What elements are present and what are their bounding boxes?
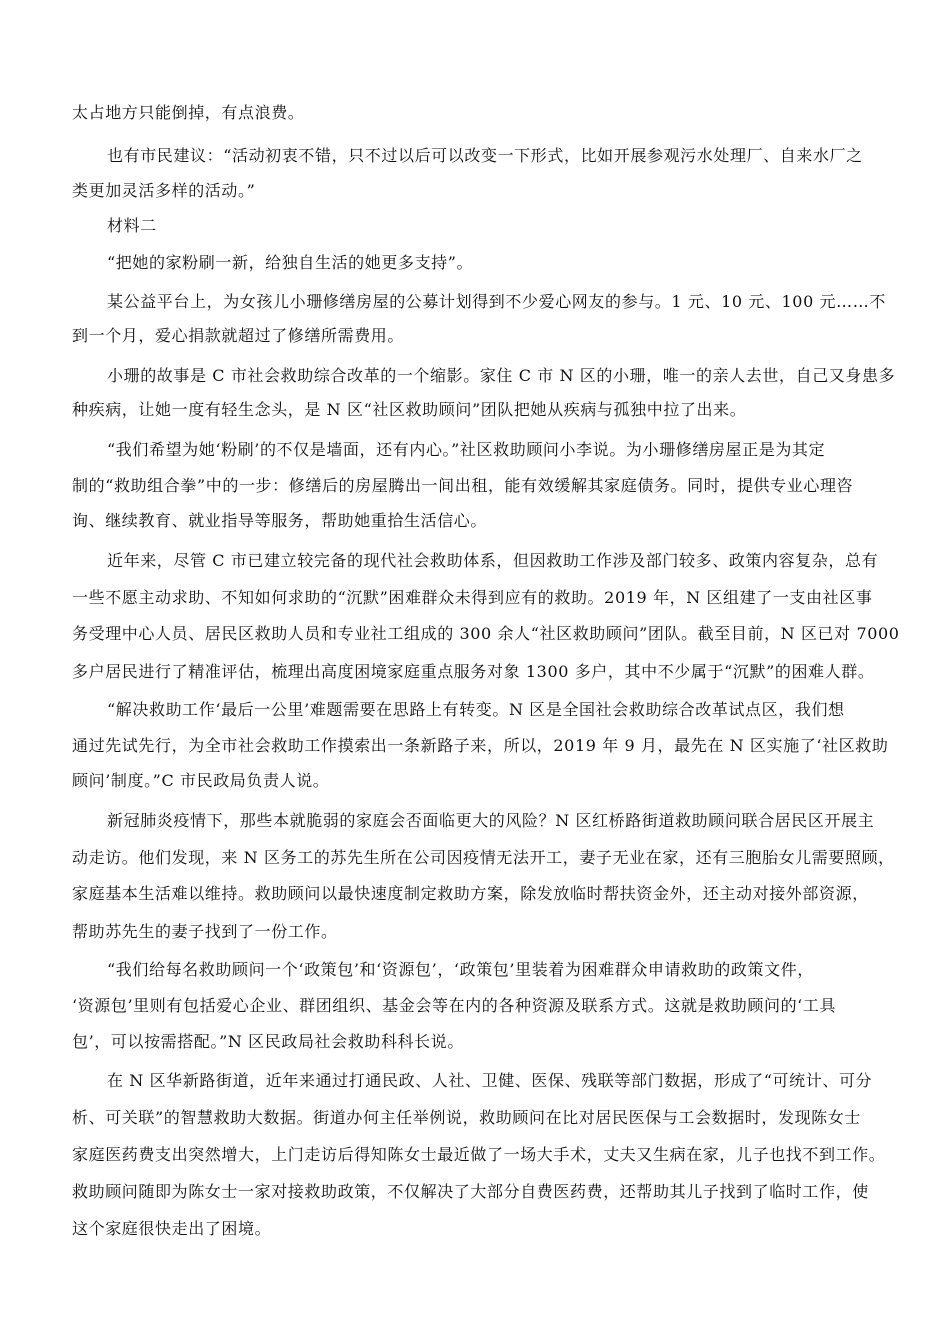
text-line: 帮助苏先生的妻子找到了一份工作。 — [72, 922, 338, 941]
section-heading: 材料二 — [107, 216, 157, 235]
paragraph-first-line: 近年来，尽管 C 市已建立较完备的现代社会救助体系，但因救助工作涉及部门较多、政策内容复杂，总有 — [107, 551, 879, 570]
text-line: 太占地方只能倒掉，有点浪费。 — [72, 103, 305, 122]
text-line: 包’，可以按需搭配。”N 区民政局社会救助科科长说。 — [72, 1032, 464, 1051]
paragraph-first-line: 小珊的故事是 C 市社会救助综合改革的一个缩影。家住 C 市 N 区的小珊，唯一的亲人去世，自己又身患多 — [107, 366, 896, 385]
text-line: 动走访。他们发现，来 N 区务工的苏先生所在公司因疫情无法开工，妻子无业在家，还有三胞胎女儿需要照顾， — [72, 848, 895, 867]
text-line: 这个家庭很快走出了困境。 — [72, 1219, 272, 1238]
paragraph-first-line: 也有市民建议：“活动初衷不错，只不过以后可以改变一下形式，比如开展参观污水处理厂、自来水厂之 — [107, 146, 863, 165]
text-line: 一些不愿主动求助、不知如何求助的“沉默”困难群众未得到应有的救助。2019 年，N 区组建了一支由社区事 — [72, 588, 873, 607]
text-line: 多户居民进行了精准评估，梳理出高度困境家庭重点服务对象 1300 多户，其中不少属于“沉默”的困难人群。 — [72, 662, 875, 681]
text-line: 家庭基本生活难以维持。救助顾问以最快速度制定救助方案，除发放临时帮扶资金外，还主动对接外部资源， — [72, 884, 869, 903]
text-line: 务受理中心人员、居民区救助人员和专业社工组成的 300 余人“社区救助顾问”团队。截至目前，N 区已对 7000 — [72, 624, 900, 643]
paragraph-first-line: 新冠肺炎疫情下，那些本就脆弱的家庭会否面临更大的风险？N 区红桥路街道救助顾问联合居民区开展主 — [107, 811, 875, 830]
paragraph-first-line: “我们希望为她‘粉刷’的不仅是墙面，还有内心。”社区救助顾问小李说。为小珊修缮房屋正是为其定 — [107, 440, 826, 459]
text-line: 顾问’制度。”C 市民政局负责人说。 — [72, 771, 330, 790]
text-line: 到一个月，爱心捐款就超过了修缮所需费用。 — [72, 326, 405, 345]
paragraph-first-line: “解决救助工作‘最后一公里’难题需要在思路上有转变。N 区是全国社会救助综合改革试点区，我们想 — [107, 700, 845, 719]
text-line: 类更加灵活多样的活动。” — [72, 181, 256, 200]
text-line: ‘资源包’里则有包括爱心企业、群团组织、基金会等在内的各种资源及联系方式。这就是救助顾问的‘工具 — [72, 996, 837, 1015]
paragraph-first-line: 在 N 区华新路街道，近年来通过打通民政、人社、卫健、医保、残联等部门数据，形成了“可统计、可分 — [107, 1071, 873, 1090]
text-line: 救助顾问随即为陈女士一家对接救助政策，不仅解决了大部分自费医药费，还帮助其儿子找到了临时工作，使 — [72, 1182, 869, 1201]
paragraph-first-line: 某公益平台上，为女孩儿小珊修缮房屋的公募计划得到不少爱心网友的参与。1 元、10 元、100 元……不 — [107, 292, 886, 311]
text-line: 通过先试先行，为全市社会救助工作摸索出一条新路子来，所以，2019 年 9 月，最先在 N 区实施了‘社区救助 — [72, 736, 889, 755]
text-line: 析、可关联”的智慧救助大数据。街道办何主任举例说，救助顾问在比对居民医保与工会数据时，发现陈女士 — [72, 1108, 861, 1127]
text-line: 种疾病，让她一度有轻生念头，是 N 区“社区救助顾问”团队把她从疾病与孤独中拉了出来。 — [72, 400, 747, 419]
text-line: 制的“救助组合拳”中的一步：修缮后的房屋腾出一间出租，能有效缓解其家庭债务。同时，提供专业心理咨 — [72, 476, 854, 495]
paragraph-first-line: “把她的家粉刷一新，给独自生活的她更多支持”。 — [107, 253, 474, 272]
text-line: 询、继续教育、就业指导等服务，帮助她重拾生活信心。 — [72, 511, 488, 530]
paragraph-first-line: “我们给每名救助顾问一个‘政策包’和‘资源包’，‘政策包’里装着为困难群众申请救助的政策文件， — [107, 960, 814, 979]
text-line: 家庭医药费支出突然增大，上门走访后得知陈女士最近做了一场大手术，丈夫又生病在家，儿子也找不到工作。 — [72, 1145, 886, 1164]
